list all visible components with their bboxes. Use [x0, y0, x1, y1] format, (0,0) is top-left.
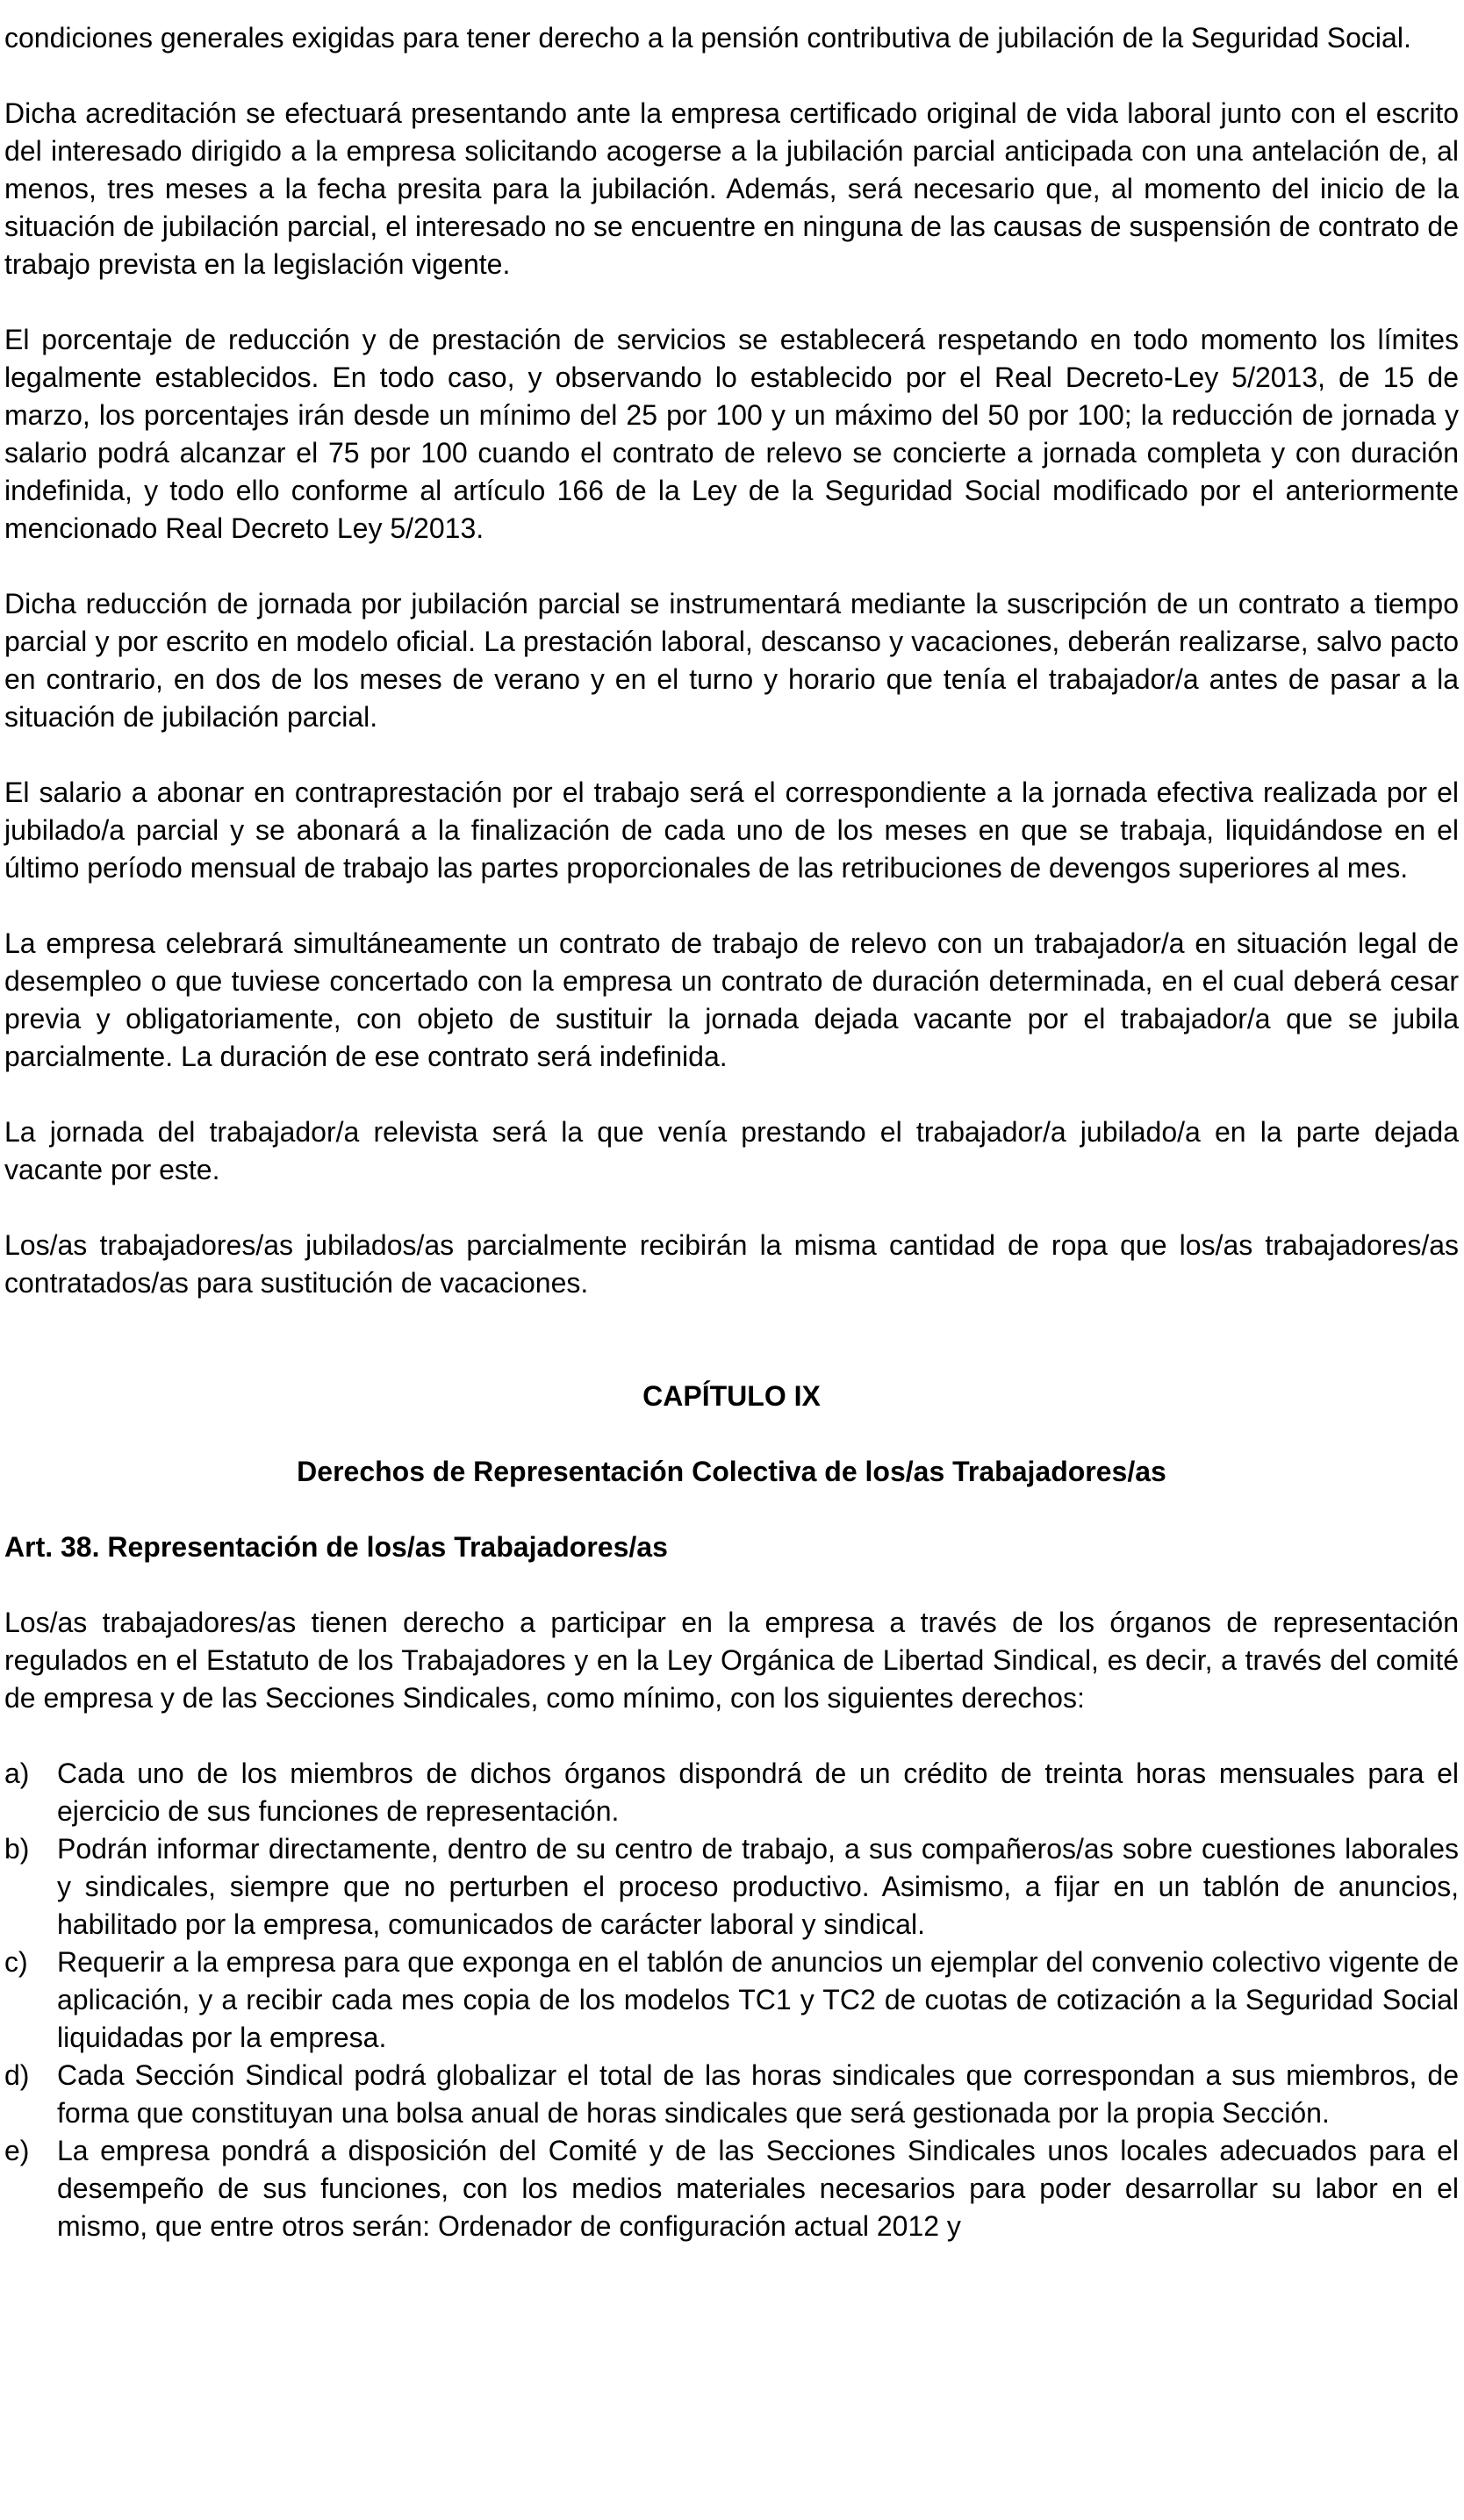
list-item-b: [4, 1830, 1459, 1944]
paragraph-porcentaje-reduccion: El porcentaje de reducción y de prestación de servicios se establecerá respetando en todo momento los límites legalmente establecidos. En todo caso, y observando lo establecido por el Real Decreto-Ley 5/2013, de 15 de marzo, los porcentajes irán desde un mínimo del 25 por 100 y un máximo del 50 por 100; la reducción de jornada y salario podrá alcanzar el 75 por 100 cuando el contrato de relevo se concierte a jornada completa y con duración indefinida, y todo ello conforme al artículo 166 de la Ley de la Seguridad Social modificado por el anteriormente mencionado Real Decreto Ley 5/2013.: [4, 324, 1459, 544]
list-marker-e: e): [4, 2135, 30, 2166]
list-text-c: Requerir a la empresa para que exponga en el tablón de anuncios un ejemplar del convenio colectivo vigente de aplicación, y a recibir cada mes copia de los modelos TC1 y TC2 de cuotas de cotización a la Seguridad Social liquidadas por la empresa.: [57, 1946, 1459, 2053]
list-text-a: Cada uno de los miembros de dichos órganos dispondrá de un crédito de treinta horas mensuales para el ejercicio de sus funciones de representación.: [57, 1758, 1459, 1827]
list-item-a: [4, 1755, 1459, 1830]
paragraph-reduccion-jornada: Dicha reducción de jornada por jubilación parcial se instrumentará mediante la suscripción de un contrato a tiempo parcial y por escrito en modelo oficial. La prestación laboral, descanso y vacaciones, deberán realizarse, salvo pacto en contrario, en dos de los meses de verano y en el turno y horario que tenía el trabajador/a antes de pasar a la situación de jubilación parcial.: [4, 588, 1459, 733]
paragraph-salario: El salario a abonar en contraprestación por el trabajo será el correspondiente a la jornada efectiva realizada por el jubilado/a parcial y se abonará a la finalización de cada uno de los meses en que se trabaja, liquidándose en el último período mensual de trabajo las partes proporcionales de las retribuciones de devengos superiores al mes.: [4, 777, 1459, 884]
list-item-e: [4, 2132, 1459, 2245]
list-marker-c: c): [4, 1946, 28, 1978]
list-text-d: Cada Sección Sindical podrá globalizar el total de las horas sindicales que correspondan a sus miembros, de forma que constituyan una bolsa anual de horas sindicales que será gestionada por la propia Sección.: [57, 2059, 1459, 2129]
chapter-subheading: Derechos de Representación Colectiva de los/as Trabajadores/as: [297, 1456, 1166, 1487]
paragraph-contrato-relevo: La empresa celebrará simultáneamente un contrato de trabajo de relevo con un trabajador/a en situación legal de desempleo o que tuviese concertado con la empresa un contrato de duración determinada, en el cual deberá cesar previa y obligatoriamente, con objeto de sustituir la jornada dejada vacante por el trabajador/a que se jubila parcialmente. La duración de ese contrato será indefinida.: [4, 927, 1459, 1072]
article-intro-paragraph: Los/as trabajadores/as tienen derecho a participar en la empresa a través de los órganos de representación regulados en el Estatuto de los Trabajadores y en la Ley Orgánica de Libertad Sindical, es decir, a través del comité de empresa y de las Secciones Sindicales, como mínimo, con los siguientes derechos:: [4, 1607, 1459, 1714]
list-text-e: La empresa pondrá a disposición del Comité y de las Secciones Sindicales unos locales adecuados para el desempeño de sus funciones, con los medios materiales necesarios para poder desarrollar su labor en el mismo, que entre otros serán: Ordenador de configuración actual 2012 y: [57, 2135, 1459, 2242]
list-marker-d: d): [4, 2059, 30, 2091]
list-text-b: Podrán informar directamente, dentro de su centro de trabajo, a sus compañeros/as sobre cuestiones laborales y sindicales, siempre que no perturben el proceso productivo. Asimismo, a fijar en un tablón de anuncios, habilitado por la empresa, comunicados de carácter laboral y sindical.: [57, 1833, 1459, 1940]
list-marker-a: a): [4, 1758, 30, 1789]
paragraph-ropa: Los/as trabajadores/as jubilados/as parcialmente recibirán la misma cantidad de ropa que los/as trabajadores/as contratados/as para sustitución de vacaciones.: [4, 1229, 1459, 1299]
paragraph-acreditacion: Dicha acreditación se efectuará presentando ante la empresa certificado original de vida laboral junto con el escrito del interesado dirigido a la empresa solicitando acogerse a la jubilación parcial anticipada con una antelación de, al menos, tres meses a la fecha presita para la jubilación. Además, será necesario que, al momento del inicio de la situación de jubilación parcial, el interesado no se encuentre en ninguna de las causas de suspensión de contrato de trabajo prevista en la legislación vigente.: [4, 97, 1459, 280]
list-item-d: [4, 2057, 1459, 2132]
article-heading: Art. 38. Representación de los/as Trabajadores/as: [4, 1531, 668, 1563]
list-marker-b: b): [4, 1833, 30, 1865]
rights-list: [4, 1755, 1459, 2245]
paragraph-jornada-relevista: La jornada del trabajador/a relevista será la que venía prestando el trabajador/a jubilado/a en la parte dejada vacante por este.: [4, 1116, 1459, 1185]
paragraph-pension-conditions: condiciones generales exigidas para tener derecho a la pensión contributiva de jubilación de la Seguridad Social.: [4, 22, 1411, 54]
chapter-heading: CAPÍTULO IX: [642, 1380, 821, 1412]
list-item-c: [4, 1944, 1459, 2057]
